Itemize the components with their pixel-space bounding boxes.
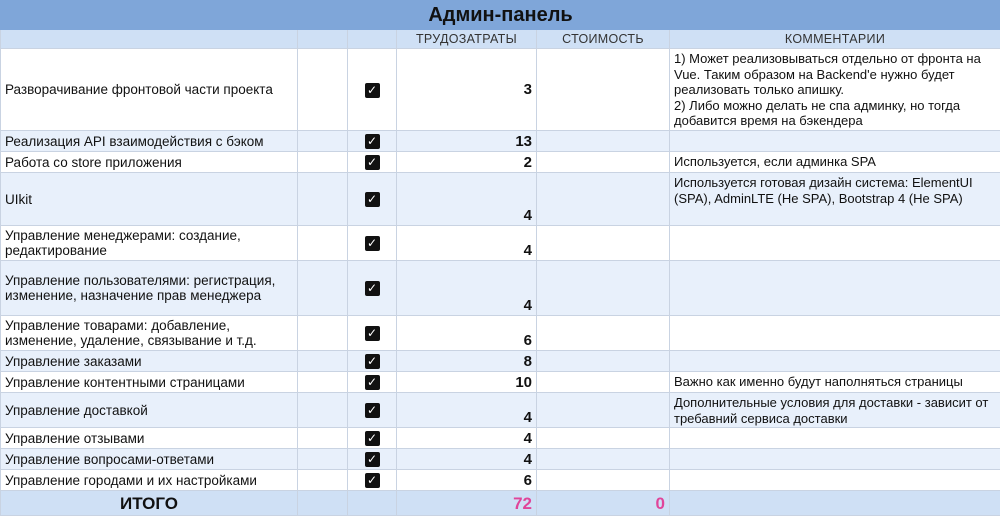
checkbox-cell[interactable] (348, 49, 397, 131)
cost-cell[interactable] (537, 449, 670, 470)
task-cell[interactable]: Управление менеджерами: создание, редактирование (1, 226, 298, 261)
task-cell[interactable]: Управление контентными страницами (1, 372, 298, 393)
task-cell[interactable]: Управление заказами (1, 351, 298, 372)
comment-cell[interactable] (670, 226, 1000, 261)
cost-cell[interactable] (537, 351, 670, 372)
effort-cell[interactable]: 6 (397, 470, 537, 491)
header-task[interactable] (1, 30, 298, 49)
checkbox-cell[interactable] (348, 428, 397, 449)
effort-cell[interactable]: 4 (397, 261, 537, 316)
checkbox-checked-icon[interactable]: ✓ (365, 354, 380, 369)
effort-cell[interactable]: 4 (397, 393, 537, 428)
comment-cell[interactable] (670, 131, 1000, 152)
effort-cell[interactable]: 4 (397, 449, 537, 470)
blank-cell[interactable] (298, 173, 348, 226)
cost-cell[interactable] (537, 428, 670, 449)
checkbox-checked-icon[interactable]: ✓ (365, 375, 380, 390)
task-cell[interactable]: UIkit (1, 173, 298, 226)
cost-cell[interactable] (537, 261, 670, 316)
header-row (1, 30, 1000, 49)
comment-cell[interactable]: Используется, если админка SPA (670, 152, 1000, 173)
checkbox-cell[interactable] (348, 261, 397, 316)
checkbox-checked-icon[interactable]: ✓ (365, 236, 380, 251)
checkbox-checked-icon[interactable]: ✓ (365, 473, 380, 488)
blank-cell[interactable] (298, 261, 348, 316)
blank-cell[interactable] (298, 131, 348, 152)
comment-cell[interactable] (670, 428, 1000, 449)
checkbox-cell[interactable] (348, 372, 397, 393)
task-cell[interactable]: Реализация API взаимодействия с бэком (1, 131, 298, 152)
total-effort[interactable]: 72 (397, 491, 537, 516)
effort-cell[interactable]: 6 (397, 316, 537, 351)
comment-cell[interactable]: Дополнительные условия для доставки - зависит от требавний сервиса доставки (670, 393, 1000, 428)
total-blank[interactable] (298, 491, 348, 516)
table-row (1, 173, 1000, 226)
total-cost[interactable]: 0 (537, 491, 670, 516)
cost-cell[interactable] (537, 372, 670, 393)
table-row (1, 152, 1000, 173)
checkbox-checked-icon[interactable]: ✓ (365, 403, 380, 418)
table-row (1, 49, 1000, 131)
effort-cell[interactable]: 4 (397, 428, 537, 449)
checkbox-cell[interactable] (348, 351, 397, 372)
comment-cell[interactable] (670, 351, 1000, 372)
header-check[interactable] (348, 30, 397, 49)
comment-cell[interactable] (670, 316, 1000, 351)
cost-cell[interactable] (537, 226, 670, 261)
cost-cell[interactable] (537, 393, 670, 428)
table-body (1, 49, 1000, 491)
checkbox-cell[interactable] (348, 226, 397, 261)
task-cell[interactable]: Управление товарами: добавление, изменение, удаление, связывание и т.д. (1, 316, 298, 351)
effort-cell[interactable]: 2 (397, 152, 537, 173)
comment-cell[interactable] (670, 470, 1000, 491)
checkbox-cell[interactable] (348, 152, 397, 173)
effort-cell[interactable]: 4 (397, 173, 537, 226)
table-row (1, 470, 1000, 491)
comment-cell[interactable]: Важно как именно будут наполняться страницы (670, 372, 1000, 393)
comment-cell[interactable] (670, 261, 1000, 316)
header-effort[interactable]: ТРУДОЗАТРАТЫ (397, 30, 537, 49)
blank-cell[interactable] (298, 49, 348, 131)
table-row (1, 316, 1000, 351)
table-row (1, 351, 1000, 372)
blank-cell[interactable] (298, 351, 348, 372)
cost-cell[interactable] (537, 152, 670, 173)
header-cost[interactable]: СТОИМОСТЬ (537, 30, 670, 49)
sheet-title[interactable]: Админ-панель (1, 1, 1000, 30)
blank-cell[interactable] (298, 393, 348, 428)
cost-cell[interactable] (537, 470, 670, 491)
task-cell[interactable]: Управление городами и их настройками (1, 470, 298, 491)
checkbox-checked-icon[interactable]: ✓ (365, 452, 380, 467)
checkbox-checked-icon[interactable]: ✓ (365, 155, 380, 170)
header-blank[interactable] (298, 30, 348, 49)
effort-cell[interactable]: 13 (397, 131, 537, 152)
checkbox-checked-icon[interactable]: ✓ (365, 431, 380, 446)
table-row (1, 393, 1000, 428)
blank-cell[interactable] (298, 470, 348, 491)
task-cell[interactable]: Разворачивание фронтовой части проекта (1, 49, 298, 131)
blank-cell[interactable] (298, 316, 348, 351)
comment-cell[interactable]: 1) Может реализовываться отдельно от фронта на Vue. Таким образом на Backend'e нужно будет реализовать только апишку. 2) Либо можно делать не спа админку, но тогда добавится время на бэкендера (670, 49, 1000, 131)
checkbox-checked-icon[interactable]: ✓ (365, 83, 380, 98)
checkbox-checked-icon[interactable]: ✓ (365, 281, 380, 296)
header-comments[interactable]: КОММЕНТАРИИ (670, 30, 1000, 49)
checkbox-checked-icon[interactable]: ✓ (365, 134, 380, 149)
table-row (1, 131, 1000, 152)
checkbox-cell[interactable] (348, 173, 397, 226)
checkbox-checked-icon[interactable]: ✓ (365, 192, 380, 207)
cost-cell[interactable] (537, 49, 670, 131)
cost-cell[interactable] (537, 316, 670, 351)
task-cell[interactable]: Управление вопросами-ответами (1, 449, 298, 470)
blank-cell[interactable] (298, 226, 348, 261)
blank-cell[interactable] (298, 152, 348, 173)
checkbox-cell[interactable] (348, 131, 397, 152)
blank-cell[interactable] (298, 372, 348, 393)
comment-cell[interactable]: Используется готовая дизайн система: ElementUI (SPA), AdminLTE (Не SPA), Bootstrap 4 (Не SPA) (670, 173, 1000, 226)
cost-cell[interactable] (537, 173, 670, 226)
table-row (1, 226, 1000, 261)
checkbox-cell[interactable] (348, 316, 397, 351)
cost-cell[interactable] (537, 131, 670, 152)
checkbox-checked-icon[interactable]: ✓ (365, 326, 380, 341)
table-row (1, 428, 1000, 449)
effort-cell[interactable]: 10 (397, 372, 537, 393)
task-cell[interactable]: Работа со store приложения (1, 152, 298, 173)
task-cell[interactable]: Управление пользователями: регистрация, изменение, назначение прав менеджера (1, 261, 298, 316)
total-label[interactable]: ИТОГО (1, 491, 298, 516)
blank-cell[interactable] (298, 449, 348, 470)
blank-cell[interactable] (298, 428, 348, 449)
checkbox-cell[interactable] (348, 449, 397, 470)
comment-cell[interactable] (670, 449, 1000, 470)
table-row (1, 261, 1000, 316)
total-row (1, 491, 1000, 516)
table-row (1, 449, 1000, 470)
effort-cell[interactable]: 3 (397, 49, 537, 131)
effort-cell[interactable]: 8 (397, 351, 537, 372)
total-blank-2[interactable] (348, 491, 397, 516)
effort-cell[interactable]: 4 (397, 226, 537, 261)
task-cell[interactable]: Управление отзывами (1, 428, 298, 449)
table-row (1, 372, 1000, 393)
checkbox-cell[interactable] (348, 393, 397, 428)
checkbox-cell[interactable] (348, 470, 397, 491)
task-cell[interactable]: Управление доставкой (1, 393, 298, 428)
total-comment[interactable] (670, 491, 1000, 516)
